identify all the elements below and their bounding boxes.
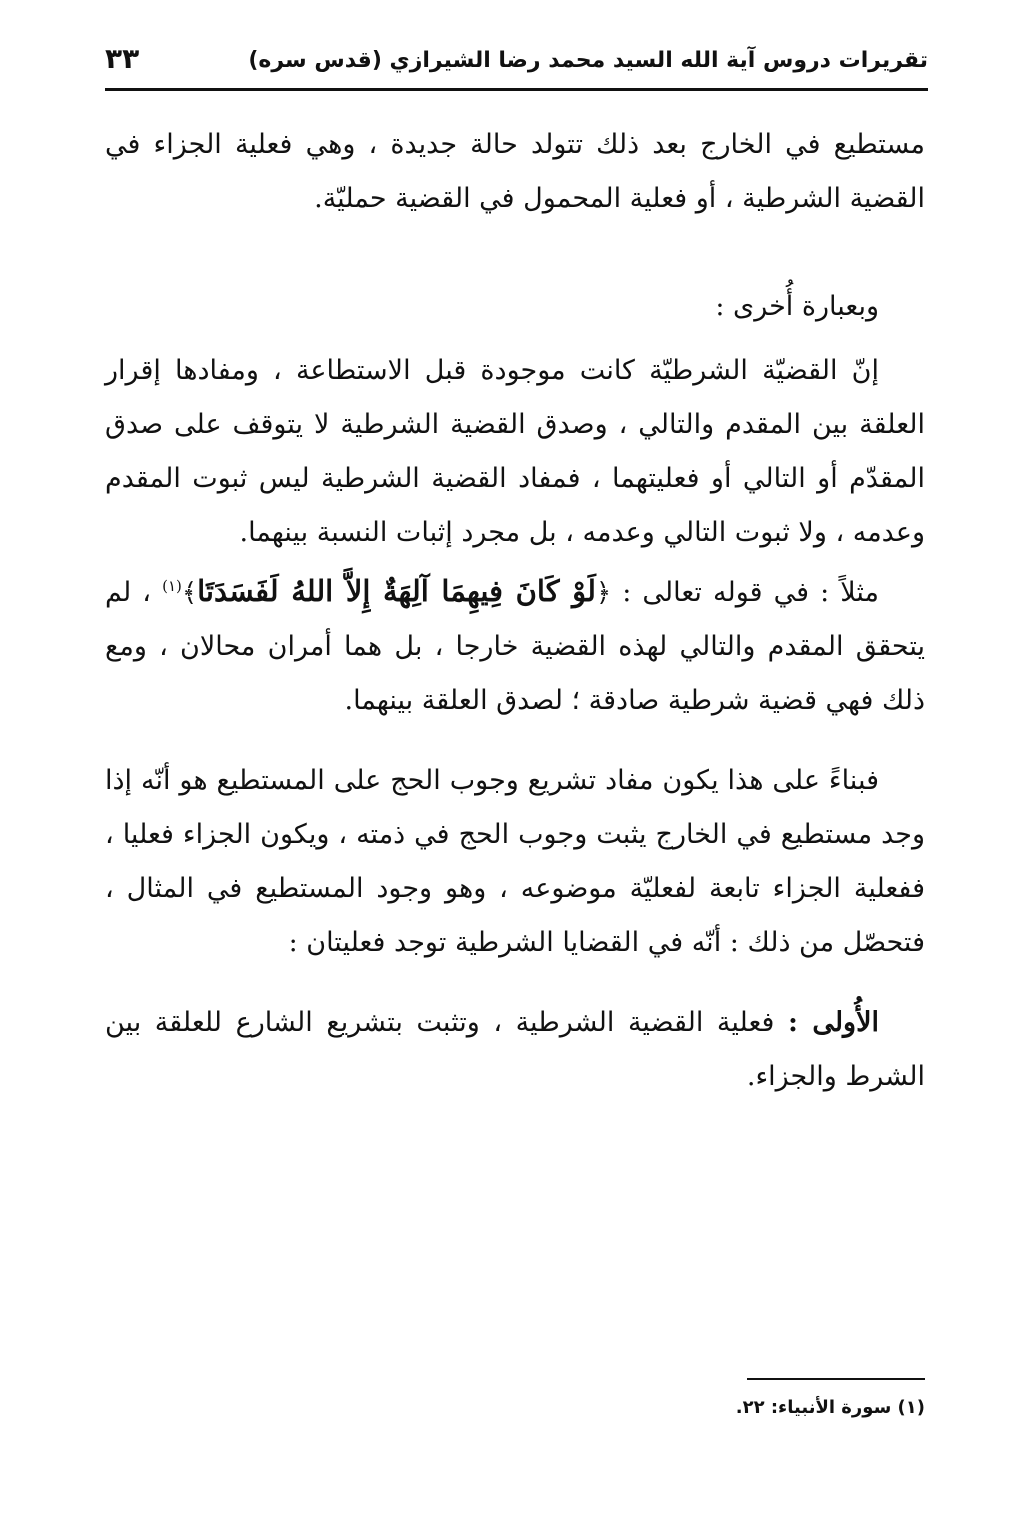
- paragraph-first-actuality: [105, 996, 925, 1104]
- example-continuation: ، لم يتحقق المقدم والتالي لهذه القضية خارجا ، بل هما أمران محالان ، ومع ذلك فهي قضية شرطية صادقة ؛ لصدق العلقة بينهما.: [105, 577, 925, 716]
- first-text: فعلية القضية الشرطية ، وتثبت بتشريع الشارع للعلقة بين الشرط والجزاء.: [105, 1007, 925, 1092]
- quran-brace-close: ﴾: [181, 578, 198, 608]
- footnote-divider: [747, 1378, 925, 1380]
- paragraph-example: [105, 564, 925, 728]
- running-title: تقريرات دروس آية الله السيد محمد رضا الشيرازي (قدس سره): [248, 48, 928, 73]
- paragraph-rephrase-heading: وبعبارة أُخرى :: [715, 291, 879, 322]
- first-label: الأُولى :: [787, 1007, 879, 1038]
- quran-brace-open: ﴿: [595, 578, 612, 608]
- footnote-reference: (١): [162, 577, 182, 595]
- paragraph-continuation: مستطيع في الخارج بعد ذلك تتولد حالة جديدة ، وهي فعلية الجزاء في القضية الشرطية ، أو فعلية المحمول في القضية حمليّة.: [105, 129, 925, 214]
- paragraph-conditional-proposition: إنّ القضيّة الشرطيّة كانت موجودة قبل الاستطاعة ، ومفادها إقرار العلقة بين المقدم والتالي ، وصدق القضية الشرطية لا يتوقف على صدق المقدّم أو التالي أو فعليتهما ، فمفاد القضية الشرطية ليس ثبوت المقدم وعدمه ، ولا ثبوت التالي وعدمه ، بل مجرد إثبات النسبة بينهما.: [105, 355, 925, 548]
- body-text: [105, 118, 925, 1104]
- example-intro: مثلاً : في قوله تعالى :: [611, 577, 880, 608]
- quran-verse: لَوْ كَانَ فِيهِمَا آلِهَةٌ إِلاَّ اللهُ لَفَسَدَتَا: [197, 574, 596, 608]
- page-header: [105, 40, 928, 91]
- page-number: ٣٣: [105, 42, 140, 75]
- footnote: (١) سورة الأنبياء: ٢٢.: [735, 1397, 925, 1418]
- paragraph-hajj-obligation: فبناءً على هذا يكون مفاد تشريع وجوب الحج على المستطيع هو أنّه إذا وجد مستطيع في الخارج يثبت وجوب الحج في ذمته ، ويكون الجزاء فعليا ، ففعلية الجزاء تابعة لفعليّة موضوعه ، وهو وجود المستطيع في المثال ، فتحصّل من ذلك : أنّه في القضايا الشرطية توجد فعليتان :: [105, 765, 925, 958]
